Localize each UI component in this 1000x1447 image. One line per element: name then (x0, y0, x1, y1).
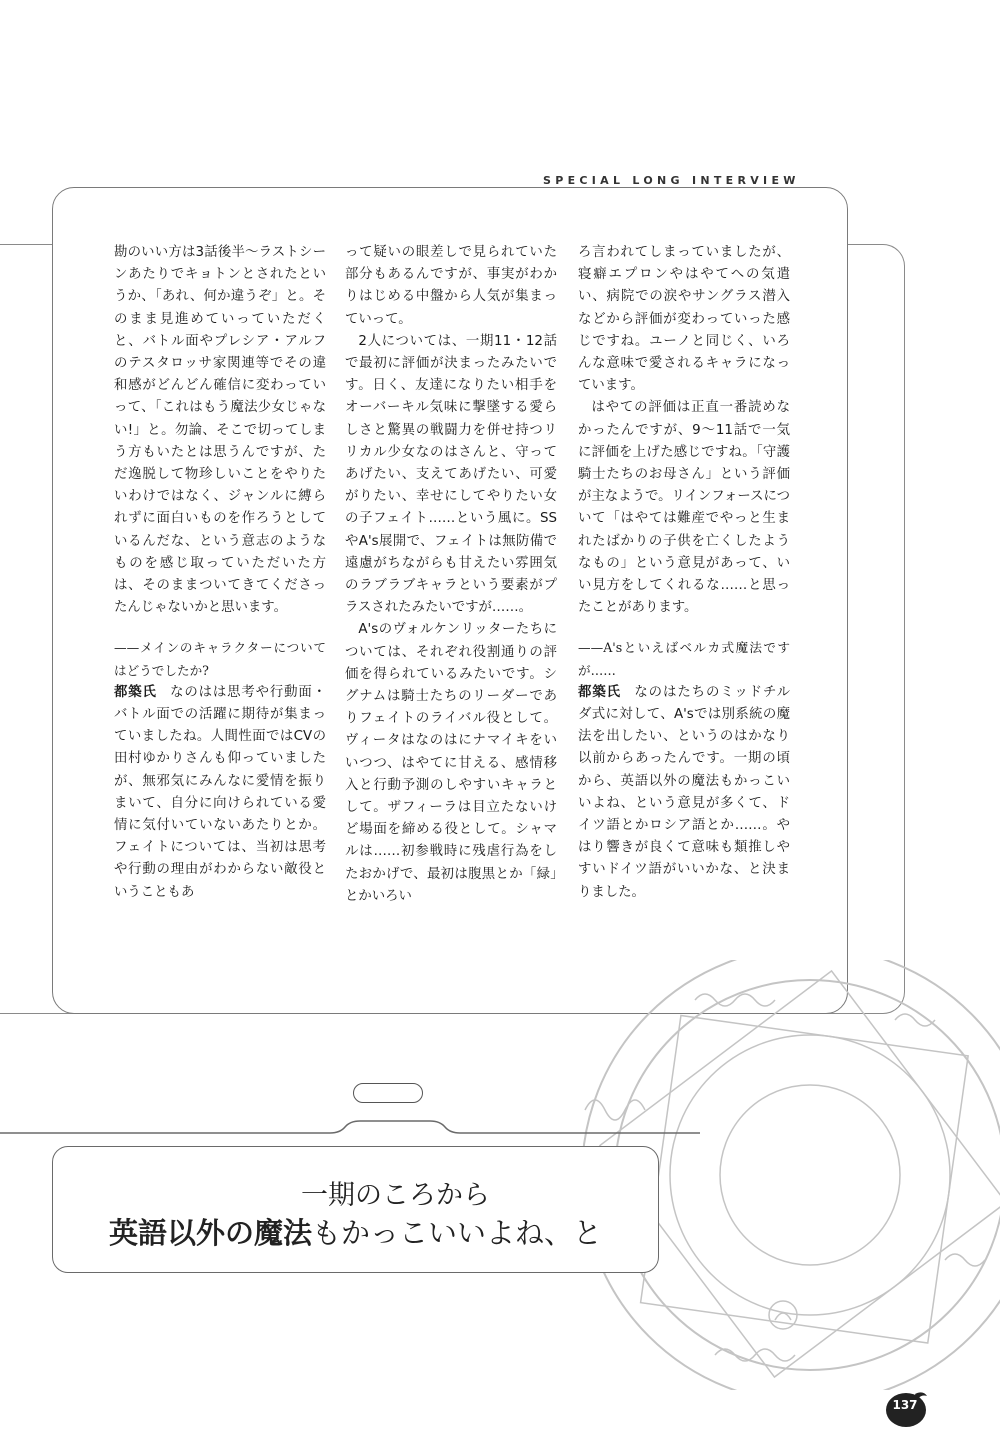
interview-answer (114, 682, 326, 904)
paragraph: って疑いの眼差しで見られていた部分もあるんですが、事実がわかりはじめる中盤から人気が集まっていって。 (345, 245, 557, 327)
text-column-1 (114, 242, 326, 904)
page-number: 137 (892, 1398, 918, 1412)
pull-quote-box (52, 1146, 659, 1273)
paragraph: 勘のいい方は3話後半〜ラストシーンあたりでキョトンとされたというか、「あれ、何か違うぞ」と。そのまま見進めていっていただくと、バトル面やプレシア・アルフのテスタロッサ家関連等でその違和感がどんどん確信に変わっていって、「これはもう魔法少女じゃない!」と。勿論、そこで切ってしまう方もいたとは思うんですが、ただ逸脱して物珍しいことをやりたいわけではなく、ジャンルに縛られずに面白いものを作ろうとしているんだな、という意志のようなものを感じ取っていただいた方は、そのままついてきてくださったんじゃないかと思います。 (114, 245, 326, 616)
paragraph: 2人については、一期11・12話で最初に評価が決まったみたいです。日く、友達になりたい相手をオーバーキル気味に撃墜する愛らしさと驚異の戦闘力を併せ持つリリカル少女なのはさんと、守ってあげたい、支えてあげたい、可愛がりたい、幸せにしてやりたい女の子フェイト……という風に。SSやA's展開で、フェイトは無防備で遠慮がちながらも甘えたい雰囲気のラブラブキャラという要素がプラスされたみたいですが……。 (345, 333, 557, 616)
pull-quote-line-2 (53, 1211, 658, 1252)
text-column-2 (345, 242, 557, 908)
decorative-pill (353, 1083, 423, 1103)
text-column-3 (578, 242, 790, 904)
paragraph: ろ言われてしまっていましたが、寝癖エプロンやはやてへの気遣い、病院での涙やサングラス潜入などから評価が変わっていった感じですね。ユーノと同じく、いろんな意味で愛されるキャラになっています。 (578, 245, 790, 394)
paragraph: A'sのヴォルケンリッターたちについては、それぞれ役割通りの評価を得られているみたいです。シグナムは騎士たちのリーダーでありフェイトのライバル役として。ヴィータはなのはにナマイキをいいつつ、はやてに甘える、感情移入と行動予測のしやすいキャラとして。ザフィーラは目立たないけど場面を締める役として。シャマルは……初参戦時に残虐行為をしたおかげで、最初は腹黒とか「緑」とかいろい (345, 622, 557, 904)
interview-question: ——メインのキャラクターについてはどうでしたか? (114, 640, 326, 678)
section-header: SPECIAL LONG INTERVIEW (543, 174, 800, 187)
pull-quote-emphasis: 英語以外の魔法 (108, 1216, 312, 1250)
paragraph: はやての評価は正直一番読めなかったんですが、9〜11話で一気に評価を上げた感じですね。「守護騎士たちのお母さん」という評価が主なようで。リインフォースについて「はやては難産でやっと生まれたばかりの子供を亡くしたようなもの」という意見があって、いい見方をしてくれるな……と思ったことがあります。 (578, 400, 790, 616)
pull-quote-rest: もかっこいいよね、と (312, 1216, 603, 1250)
answer-text: なのはたちのミッドチルダ式に対して、A'sでは別系統の魔法を出したい、というのはかなり以前からあったんです。一期の頃から、英語以外の魔法もかっこいいよね、という意見が多くて、ドイツ語とかロシア語とか……。やはり響きが良くて意味も類推しやすいドイツ語がいいかな、と決まりました。 (578, 684, 791, 900)
interview-answer (578, 682, 790, 904)
interview-question: ——A'sといえばベルカ式魔法ですが…… (578, 640, 790, 678)
speaker-label: 都築氏 (578, 684, 621, 700)
answer-text: なのはは思考や行動面・バトル面での活躍に期待が集まっていましたね。人間性面ではCVの田村ゆかりさんも仰っていましたが、無邪気にみんなに愛情を振りまいて、自分に向けられている愛情に気付いていないあたりとか。フェイトについては、当初は思考や行動の理由がわからない敵役ということもあ (114, 684, 327, 900)
speaker-label: 都築氏 (114, 684, 157, 700)
pull-quote-line-1: 一期のころから (301, 1180, 490, 1211)
